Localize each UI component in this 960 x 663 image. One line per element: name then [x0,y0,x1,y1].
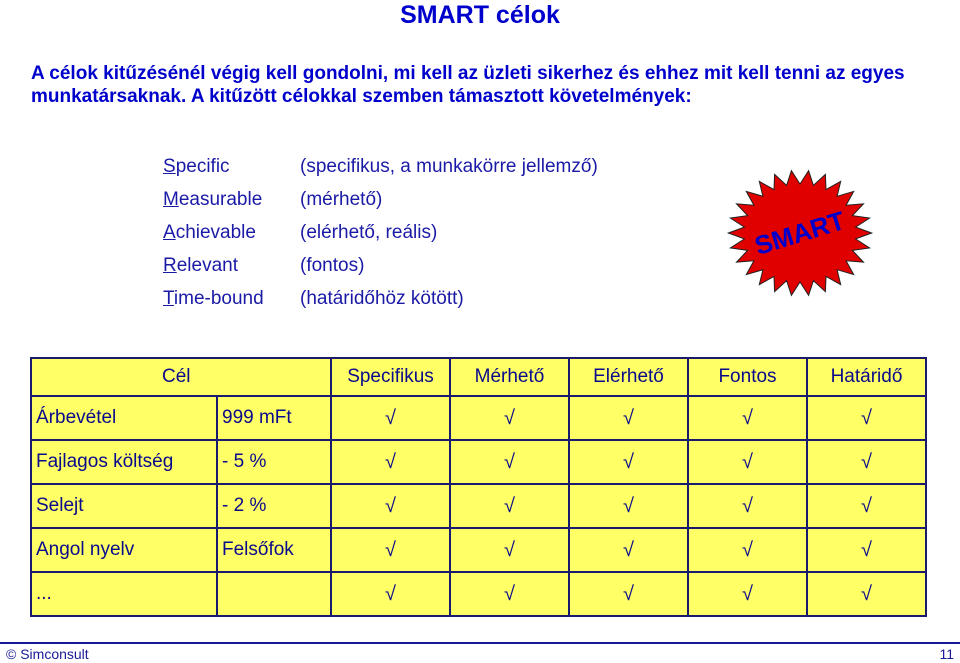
smart-description: (mérhető) [300,189,383,210]
check-mark: √ [807,528,926,572]
smart-word-rest: ime-bound [173,288,264,309]
check-mark: √ [688,396,807,440]
header-cell: Határidő [807,358,926,396]
row-name: Árbevétel [31,396,217,440]
smart-item [163,150,598,183]
row-name: ... [31,572,217,616]
check-mark: √ [569,440,688,484]
check-mark: √ [331,440,450,484]
check-mark: √ [569,484,688,528]
row-name: Selejt [31,484,217,528]
smart-initial: R [163,255,177,276]
check-mark: √ [450,528,569,572]
smart-description: (határidőhöz kötött) [300,288,464,309]
header-cell: Specifikus [331,358,450,396]
smart-word [163,249,300,282]
row-value: - 2 % [217,484,331,528]
header-cell: Fontos [688,358,807,396]
footer-page-number: 11 [939,646,954,662]
table-row [31,440,926,484]
title-container [400,0,560,30]
check-mark: √ [331,484,450,528]
footer-divider [0,642,960,644]
check-mark: √ [450,572,569,616]
header-cell-goal: Cél [31,358,331,396]
check-mark: √ [807,484,926,528]
check-mark: √ [688,440,807,484]
row-value: Felsőfok [217,528,331,572]
check-mark: √ [450,440,569,484]
check-mark: √ [807,396,926,440]
smart-initial: M [163,189,179,210]
smart-item [163,183,598,216]
smart-criteria-list [163,150,598,315]
check-mark: √ [450,484,569,528]
row-value: 999 mFt [217,396,331,440]
check-mark: √ [688,484,807,528]
table-row [31,572,926,616]
check-mark: √ [331,572,450,616]
check-mark: √ [331,396,450,440]
check-mark: √ [450,396,569,440]
header-cell: Elérhető [569,358,688,396]
smart-initial: A [163,222,176,243]
check-mark: √ [807,572,926,616]
smart-description: (fontos) [300,255,365,276]
row-name: Fajlagos költség [31,440,217,484]
smart-word [163,150,300,183]
smart-word-rest: pecific [175,156,230,177]
row-name: Angol nyelv [31,528,217,572]
header-cell: Mérhető [450,358,569,396]
smart-description: (elérhető, reális) [300,222,438,243]
smart-word-rest: elevant [176,255,239,276]
row-value: - 5 % [217,440,331,484]
footer-copyright: © Simconsult [6,646,89,662]
intro-text: A célok kitűzésénél végig kell gondolni, mi kell az üzleti sikerhez és ehhez mit kell tenni az egyes munkatársaknak. A kitűzött célokkal szemben támasztott követelmények: [31,63,905,107]
table-row [31,484,926,528]
smart-word [163,282,300,315]
check-mark: √ [569,396,688,440]
smart-item [163,216,598,249]
check-mark: √ [569,528,688,572]
smart-word [163,183,300,216]
badge-text: SMART [751,205,849,261]
goals-table [30,357,927,617]
table-row [31,528,926,572]
smart-description: (specifikus, a munkakörre jellemző) [300,156,598,177]
smart-item [163,282,598,315]
slide-title: SMART célok [400,1,560,29]
check-mark: √ [688,528,807,572]
smart-word-rest: chievable [175,222,256,243]
smart-initial: T [163,288,174,309]
check-mark: √ [569,572,688,616]
check-mark: √ [688,572,807,616]
check-mark: √ [331,528,450,572]
smart-starburst-badge [720,168,880,298]
row-value [217,572,331,616]
table-header-row [31,358,926,396]
check-mark: √ [807,440,926,484]
table-row [31,396,926,440]
smart-initial: S [163,156,176,177]
smart-word-rest: easurable [178,189,263,210]
smart-word [163,216,300,249]
smart-item [163,249,598,282]
